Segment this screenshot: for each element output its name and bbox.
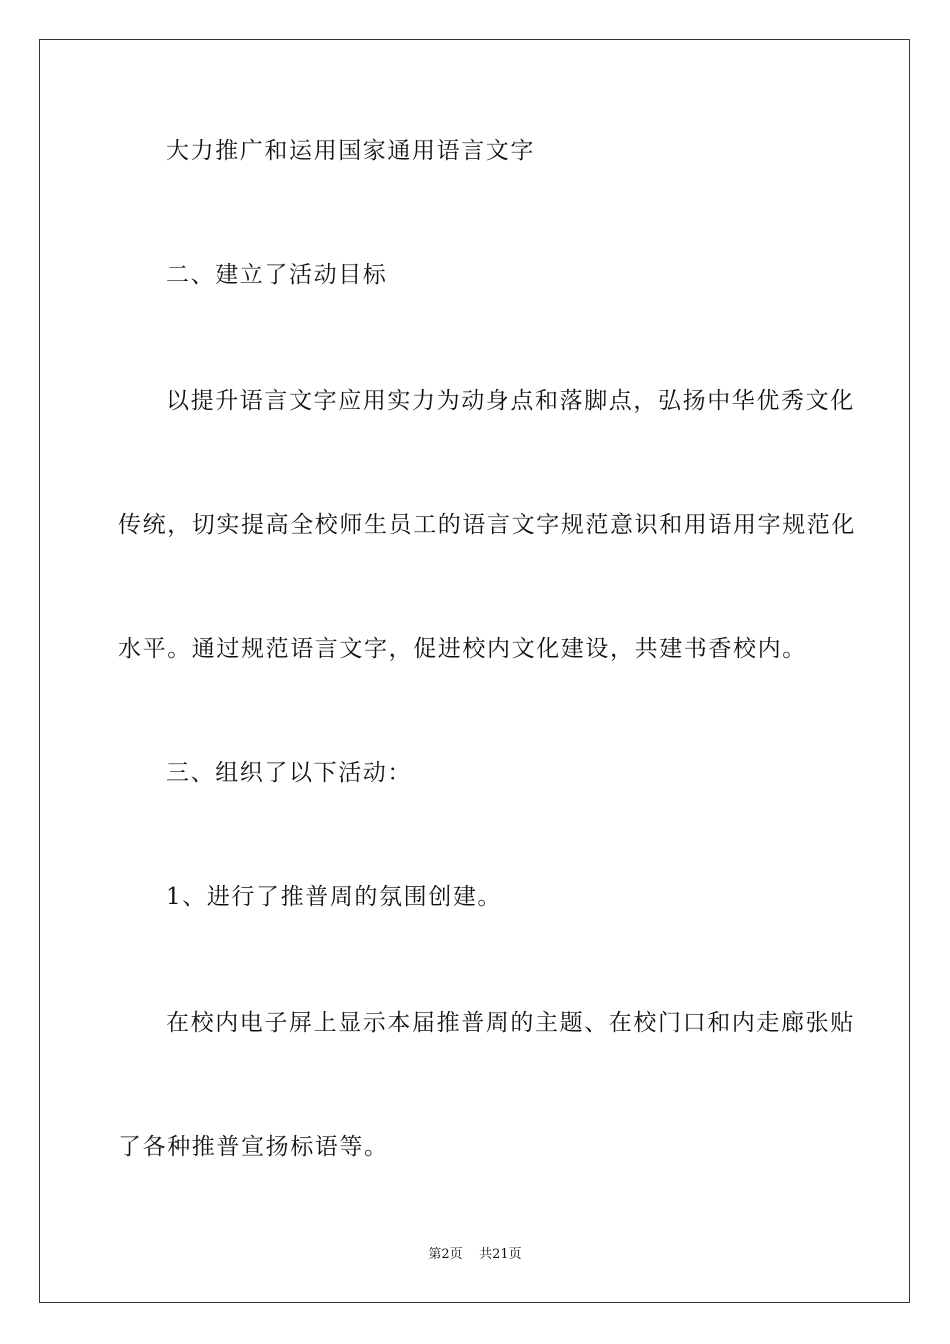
section-heading: 二、建立了活动目标 [166, 262, 388, 288]
page-frame [39, 39, 910, 1303]
paragraph-line: 水平。通过规范语言文字，促进校内文化建设，共建书香校内。 [118, 636, 807, 662]
paragraph-line: 大力推广和运用国家通用语言文字 [166, 138, 535, 164]
page-total: 共21页 [479, 1247, 522, 1262]
page-number: 第2页 [428, 1247, 463, 1262]
list-item: 1、进行了推普周的氛围创建。 [166, 884, 503, 910]
paragraph-line: 在校内电子屏上显示本届推普周的主题、在校门口和内走廊张贴 [166, 1010, 855, 1036]
paragraph-line: 以提升语言文字应用实力为动身点和落脚点，弘扬中华优秀文化 [166, 388, 855, 414]
page-footer [0, 1247, 950, 1263]
paragraph-line: 传统，切实提高全校师生员工的语言文字规范意识和用语用字规范化 [118, 512, 856, 538]
paragraph-line: 了各种推普宣扬标语等。 [118, 1134, 389, 1160]
section-heading: 三、组织了以下活动： [166, 760, 412, 786]
